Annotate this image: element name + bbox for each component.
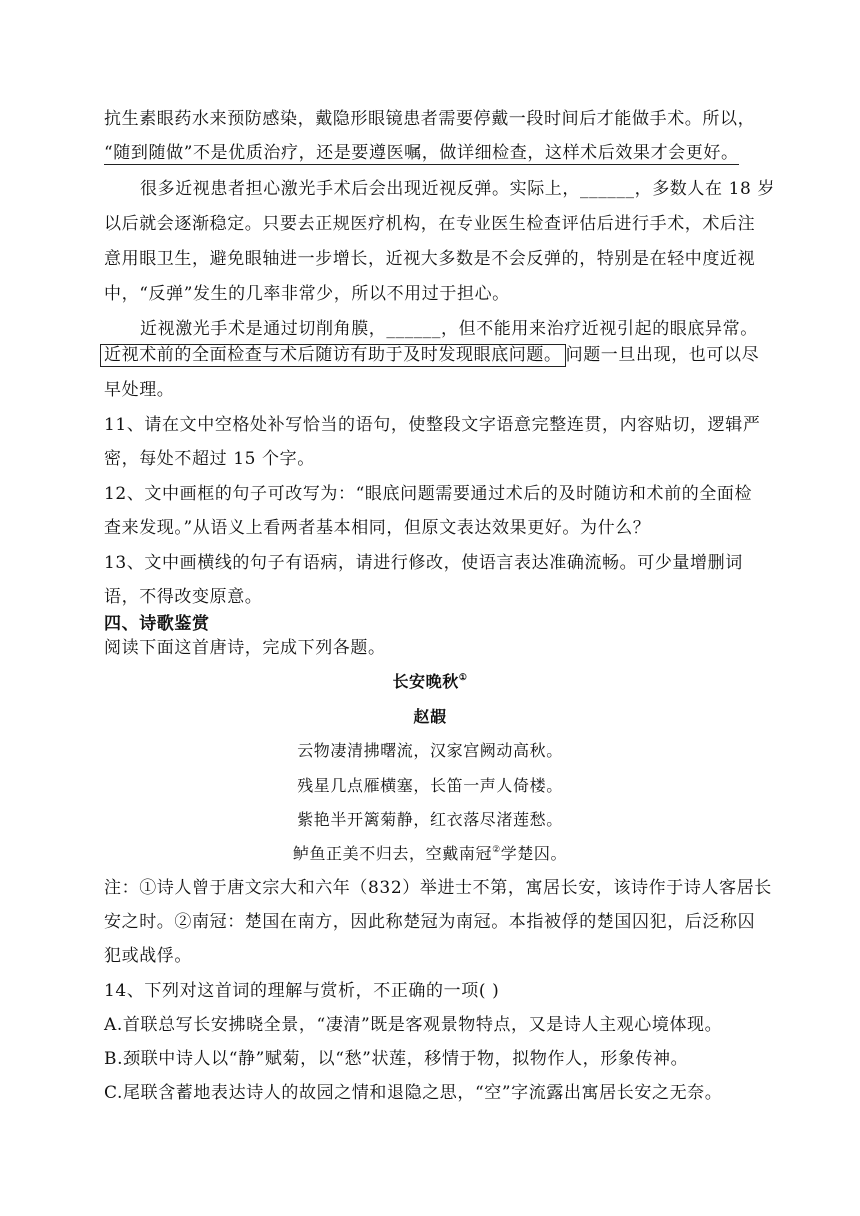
poem-author: 赵嘏: [413, 707, 447, 726]
poem-line-2: 残星几点雁横塞，长笛一声人倚楼。: [297, 776, 563, 795]
passage-p3-line2-rest: 问题一旦出现，也可以尽: [565, 345, 760, 365]
question-14-option-c: C.尾联含蓄地表达诗人的故园之情和退隐之思，“空”字流露出寓居长安之无奈。: [104, 1083, 723, 1103]
boxed-sentence: 近视术前的全面检查与术后随访有助于及时发现眼底问题。: [100, 344, 566, 367]
poem-line-4-footnote-mark: ②: [492, 845, 501, 855]
question-14-stem: 14、下列对这首词的理解与赏析，不正确的一项( ): [104, 981, 500, 1001]
passage-p3-line1: 近视激光手术是通过切削角膜，______，但不能用来治疗近视引起的眼底异常。: [140, 319, 758, 339]
question-11-line2: 密，每处不超过 15 个字。: [104, 449, 315, 469]
notes-line2: 安之时。②南冠：楚国在南方，因此称楚冠为南冠。本指被俘的楚国囚犯，后泛称囚: [104, 912, 756, 932]
poem-line-3: 紫艳半开篱菊静，红衣落尽渚莲愁。: [297, 810, 563, 829]
notes-line1: 注：①诗人曾于唐文宗大和六年（832）举进士不第，寓居长安，该诗作于诗人客居长: [104, 878, 772, 898]
poem-line-4: [0, 843, 860, 865]
question-13-line2: 语，不得改变原意。: [104, 587, 263, 607]
passage-p3-line3: 早处理。: [104, 380, 175, 400]
poem-line-4-part-b: 学楚囚。: [500, 844, 568, 863]
passage-p2-line4: 中，“反弹”发生的几率非常少，所以不用过于担心。: [104, 284, 510, 304]
passage-p1-line2-underlined: [104, 142, 739, 164]
poem-line-1: 云物凄清拂曙流，汉家宫阙动高秋。: [297, 741, 563, 760]
notes-line3: 犯或战俘。: [104, 946, 192, 966]
passage-p2-line2: 以后就会逐渐稳定。只要去正规医疗机构，在专业医生检查评估后进行手术，术后注: [104, 214, 756, 234]
question-14-option-b: B.颈联中诗人以“静”赋菊，以“愁”状莲，移情于物，拟物作人，形象传神。: [104, 1049, 689, 1069]
poem-title: [0, 671, 860, 693]
passage-p1-line1: 抗生素眼药水来预防感染，戴隐形眼镜患者需要停戴一段时间后才能做手术。所以，: [104, 109, 756, 129]
passage-p2-line3: 意用眼卫生，避免眼轴进一步增长，近视大多数是不会反弹的，特别是在轻中度近视: [104, 249, 756, 269]
poem-line-4-part-a: 鲈鱼正美不归去，空戴南冠: [292, 844, 493, 863]
poem-title-text: 长安晚秋: [392, 672, 459, 691]
underlined-sentence: “随到随做”不是优质治疗，还是要遵医嘱，做详细检查，这样术后效果才会更好。: [104, 143, 739, 163]
question-12-line1: 12、文中画框的句子可改写为：“眼底问题需要通过术后的及时随访和术前的全面检: [104, 484, 753, 504]
section-intro: 阅读下面这首唐诗，完成下列各题。: [104, 638, 386, 658]
poem-title-footnote-mark: ①: [458, 673, 468, 683]
question-13-line1: 13、文中画横线的句子有语病，请进行修改，使语言表达准确流畅。可少量增删词: [104, 553, 743, 573]
question-12-line2: 查来发现。”从语义上看两者基本相同，但原文表达效果更好。为什么？: [104, 518, 651, 538]
passage-p2-line1: 很多近视患者担心激光手术后会出现近视反弹。实际上，______，多数人在 18 岁: [140, 179, 776, 199]
question-14-option-a: A.首联总写长安拂晓全景，“凄清”既是客观景物特点，又是诗人主观心境体现。: [104, 1015, 723, 1035]
question-11-line1: 11、请在文中空格处补写恰当的语句，使整段文字语意完整连贯，内容贴切，逻辑严: [104, 415, 761, 435]
passage-p3-line2: [104, 344, 759, 366]
section-heading: 四、诗歌鉴赏: [104, 614, 210, 634]
